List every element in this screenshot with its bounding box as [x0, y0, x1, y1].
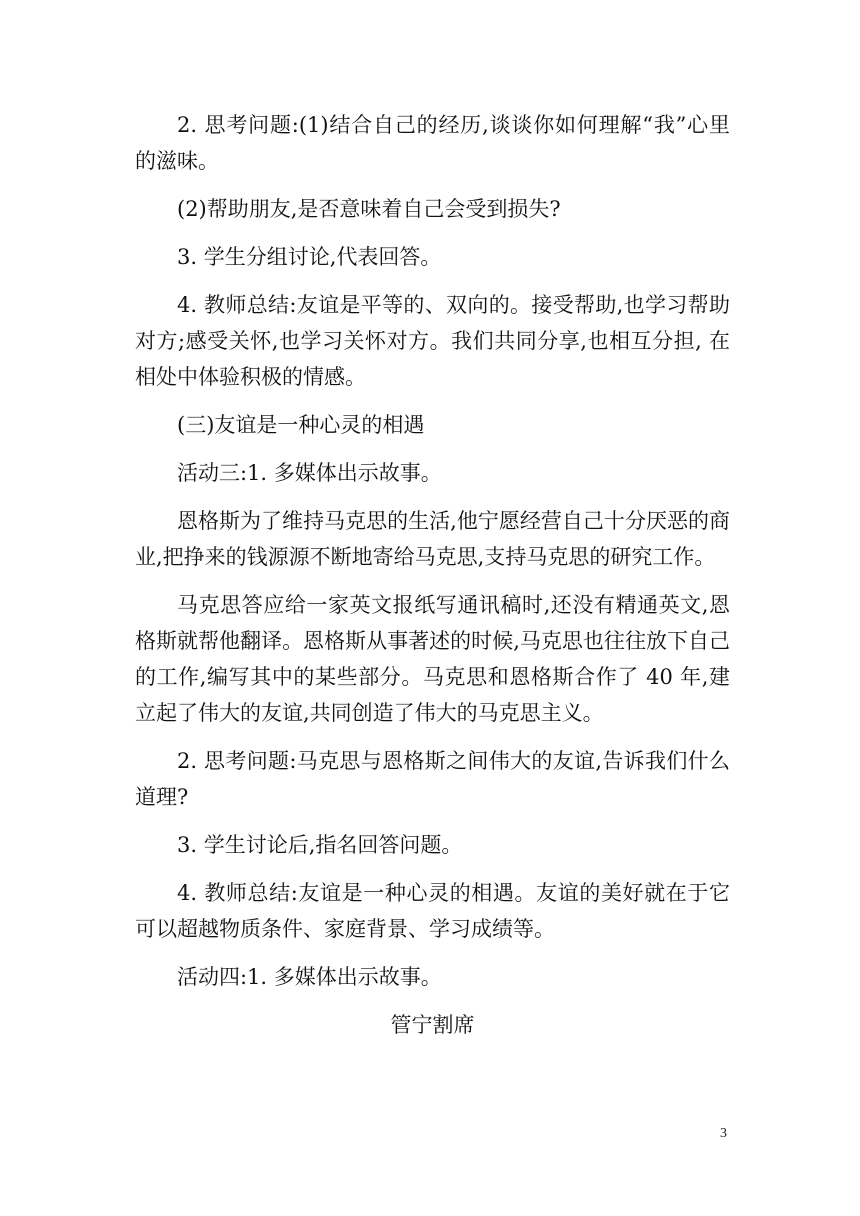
paragraph-engels-story: 恩格斯为了维持马克思的生活,他宁愿经营自己十分厌恶的商业,把挣来的钱源源不断地寄给马克思,支持马克思的研究工作。 — [135, 509, 730, 569]
paragraph-activity-three: 活动三:1. 多媒体出示故事。 — [177, 461, 442, 485]
paragraph-think-question-1: 2. 思考问题:(1)结合自己的经历,谈谈你如何理解“我”心里的滋味。 — [135, 113, 730, 173]
paragraph-think-question-2: (2)帮助朋友,是否意味着自己会受到损失? — [177, 197, 561, 221]
page-number: 3 — [720, 1126, 727, 1141]
paragraph-teacher-summary-1: 4. 教师总结:友谊是平等的、双向的。接受帮助,也学习帮助对方;感受关怀,也学习关怀对方。我们共同分享,也相互分担, 在相处中体验积极的情感。 — [135, 293, 730, 389]
paragraph-teacher-summary-2: 4. 教师总结:友谊是一种心灵的相遇。友谊的美好就在于它可以超越物质条件、家庭背景、学习成绩等。 — [135, 881, 730, 941]
document-body — [135, 107, 730, 1055]
paragraph-marx-engels-story: 马克思答应给一家英文报纸写通讯稿时,还没有精通英文,恩格斯就帮他翻译。恩格斯从事著述的时候,马克思也往往放下自己的工作,编写其中的某些部分。马克思和恩格斯合作了 40 年,建立起了伟大的友谊,共同创造了伟大的马克思主义。 — [135, 593, 730, 725]
section-heading-friendship-encounter: (三)友谊是一种心灵的相遇 — [177, 413, 425, 437]
paragraph-think-question-3: 2. 思考问题:马克思与恩格斯之间伟大的友谊,告诉我们什么道理? — [135, 749, 730, 809]
story-title: 管宁割席 — [390, 1013, 475, 1037]
paragraph-group-discussion: 3. 学生分组讨论,代表回答。 — [177, 245, 442, 269]
paragraph-activity-four: 活动四:1. 多媒体出示故事。 — [177, 965, 442, 989]
paragraph-student-answer: 3. 学生讨论后,指名回答问题。 — [177, 833, 463, 857]
